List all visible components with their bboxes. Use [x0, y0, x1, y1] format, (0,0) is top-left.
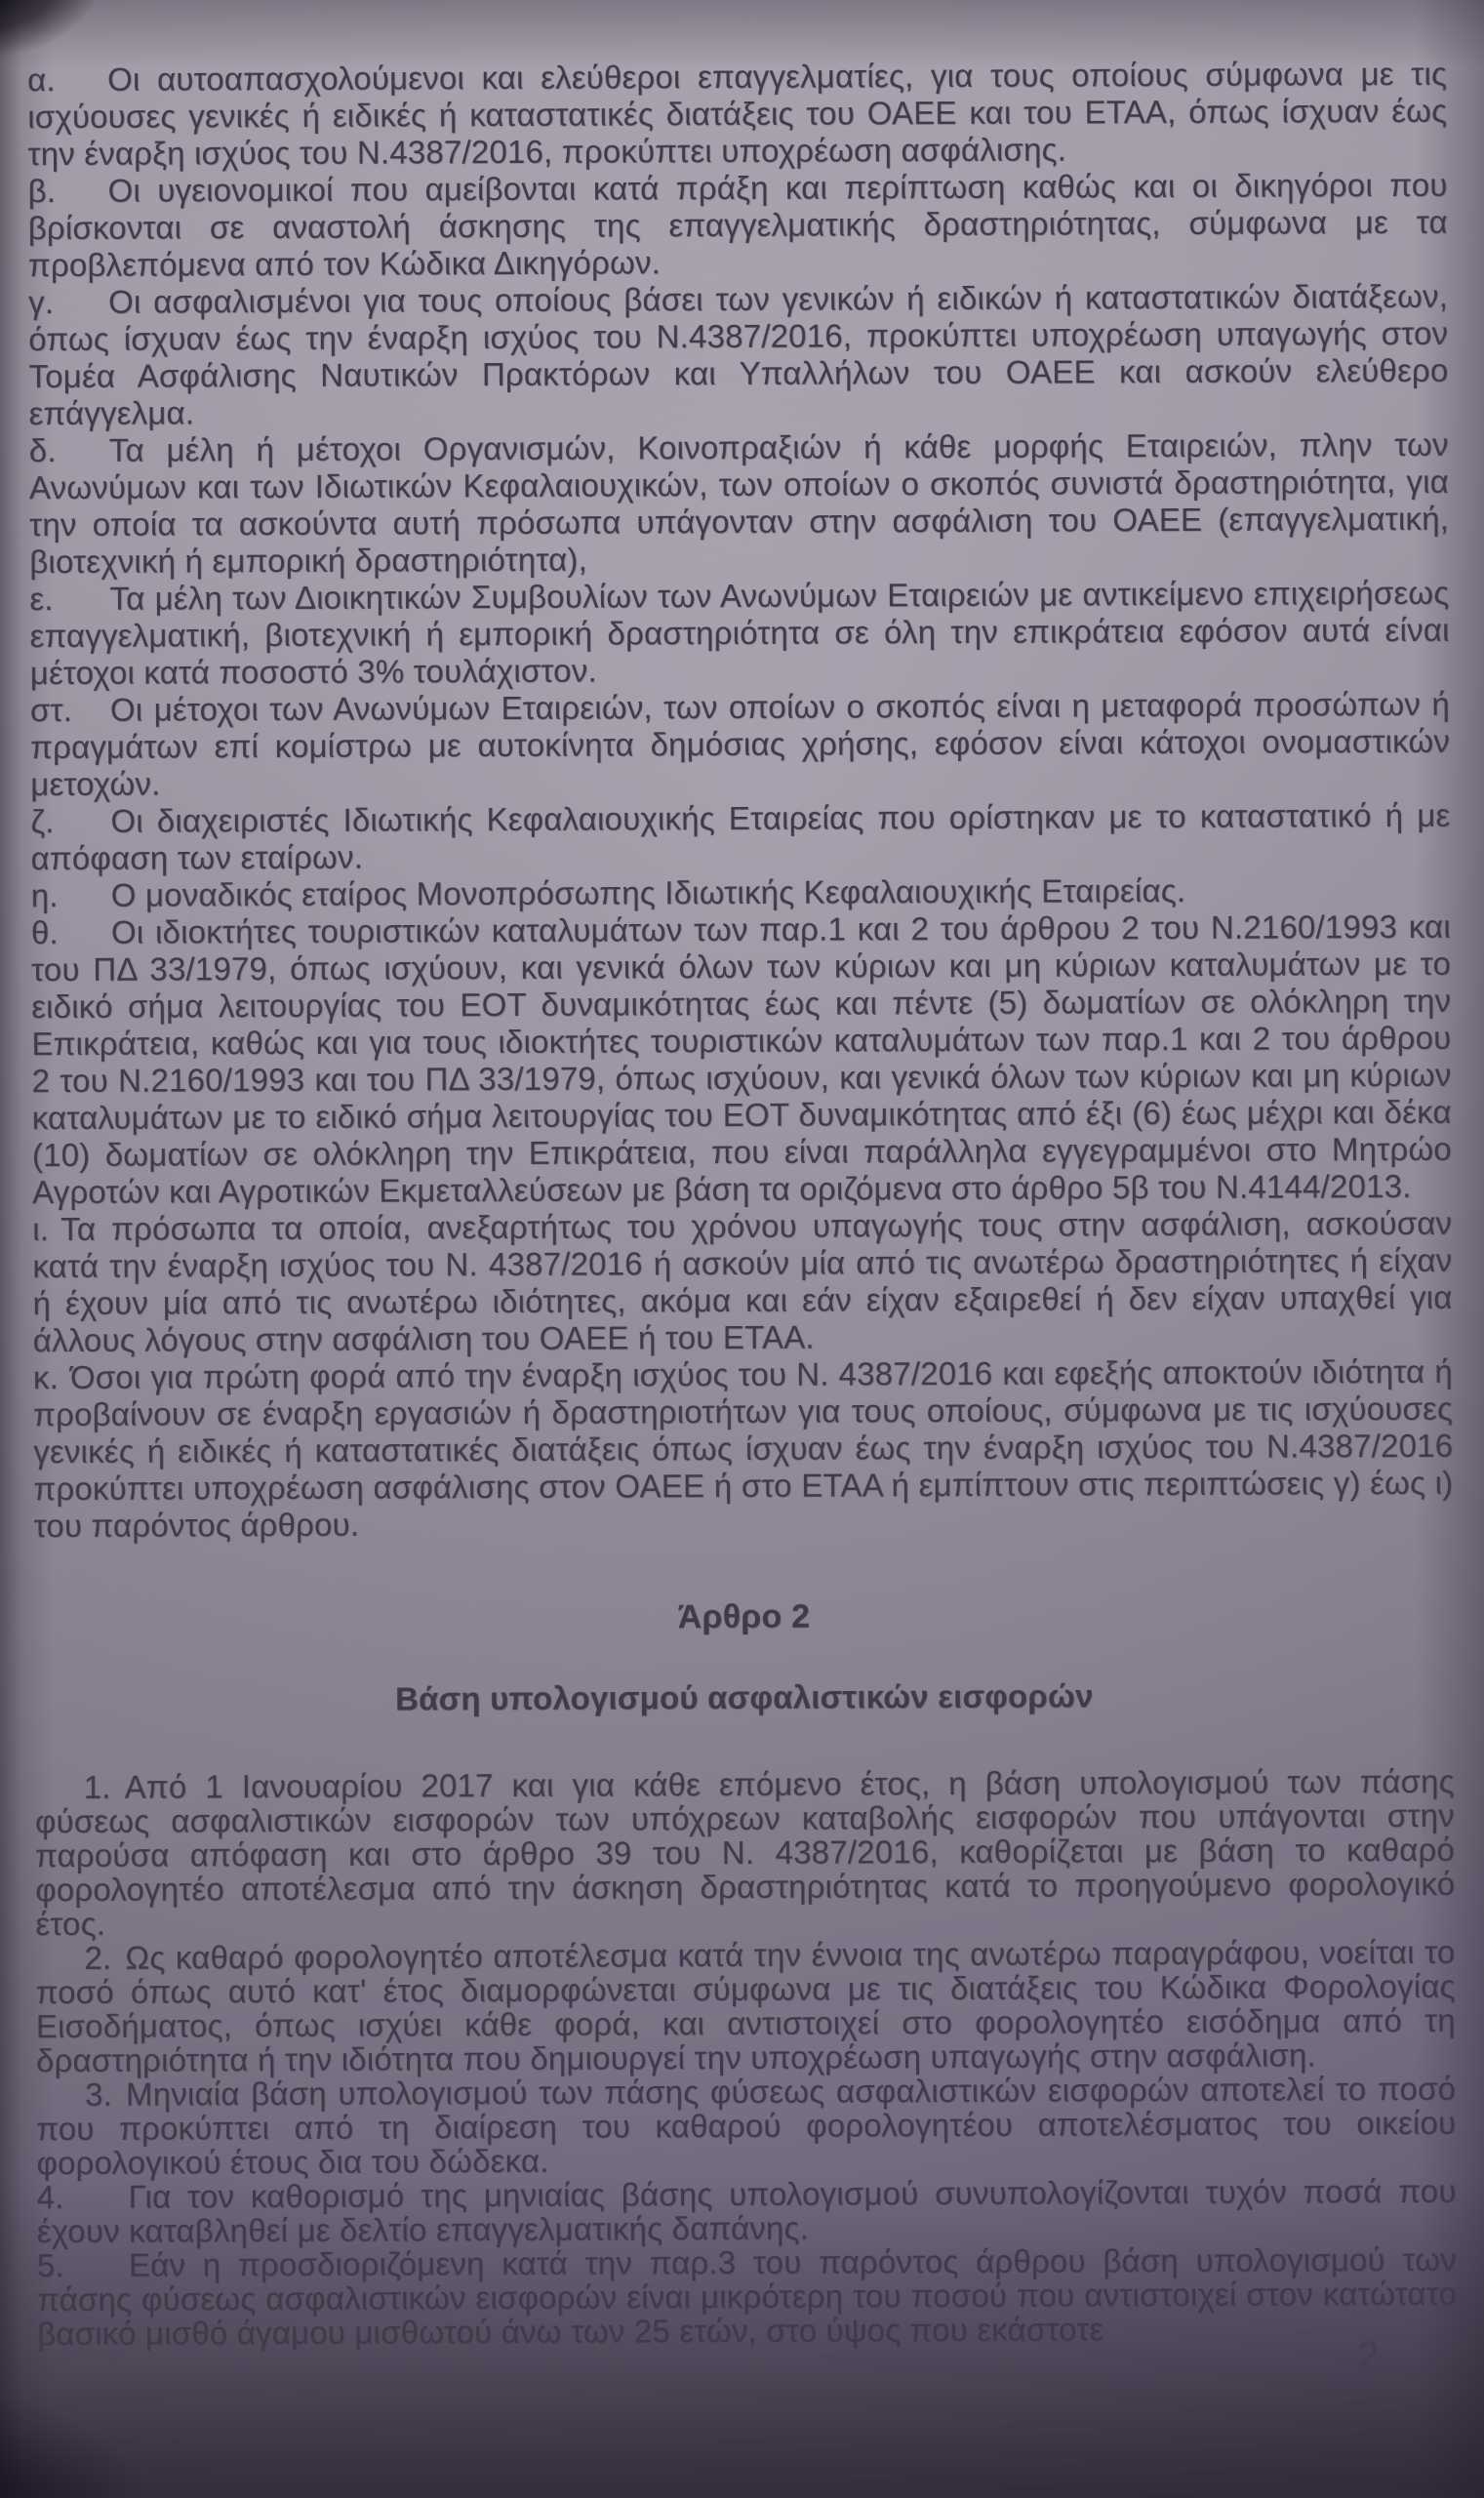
- paragraph-text: Τα μέλη των Διοικητικών Συμβουλίων των Ανωνύμων Εταιρειών με αντικείμενο επιχειρήσεως επαγγελματική, βιοτεχνική ή εμπορική δραστηριότητα σε όλη την επικράτεια εφόσον αυτά είναι μέτοχοι κατά ποσοστό 3% τουλάχιστον.: [29, 574, 1450, 692]
- paragraph-text: Οι διαχειριστές Ιδιωτικής Κεφαλαιουχικής Εταιρείας που ορίστηκαν με το καταστατικό ή με απόφαση των εταίρων.: [30, 796, 1451, 877]
- paragraph-label: ζ.: [30, 803, 55, 840]
- article-paragraph-1: [35, 1764, 1456, 1941]
- paragraph-label: 4.: [36, 2179, 64, 2216]
- paragraph-text: Τα πρόσωπα τα οποία, ανεξαρτήτως του χρόνου υπαγωγής τους στην ασφάλιση, ασκούσαν κατά την έναρξη ισχύος του Ν. 4387/2016 ή ασκούν μία από τις ανωτέρω δραστηριότητες ή είχαν ή έχουν μία από τις ανωτέρω ιδιότητες, ακόμα και εάν είχαν εξαιρεθεί ή δεν είχαν υπαχθεί για άλλους λόγους στην ασφάλιση του ΟΑΕΕ ή του ΕΤΑΑ.: [32, 1204, 1453, 1359]
- paragraph-text: Οι ασφαλισμένοι για τους οποίους βάσει των γενικών ή ειδικών ή καταστατικών διατάξεων, όπως ίσχυαν έως την έναρξη ισχύος του Ν.4387/2016, προκύπτει υποχρέωση υπαγωγής στον Τομέα Ασφάλισης Ναυτικών Πρακτόρων και Υπαλλήλων του ΟΑΕΕ και ασκούν ελεύθερο επάγγελμα.: [28, 277, 1449, 432]
- paragraph-label: α.: [27, 61, 56, 99]
- list-item-η: [31, 871, 1451, 914]
- paragraph-text: Ο μοναδικός εταίρος Μονοπρόσωπης Ιδιωτικής Κεφαλαιουχικής Εταιρείας.: [110, 872, 1186, 913]
- paragraph-text: Οι μέτοχοι των Ανωνύμων Εταιρειών, των οποίων ο σκοπός είναι η μεταφορά προσώπων ή πραγμάτων επί κομίστρω με αυτοκίνητα δημόσιας χρήσης, εφόσον είναι κάτοχοι ονομαστικών μετοχών.: [29, 685, 1451, 803]
- list-item-β: [28, 167, 1448, 284]
- paragraph-text: Από 1 Ιανουαρίου 2017 και για κάθε επόμενο έτος, η βάση υπολογισμού των πάσης φύσεως ασφαλιστικών εισφορών των υπόχρεων καταβολής εισφορών που υπάγονται στην παρούσα απόφαση και στο άρθρο 39 του Ν. 4387/2016, καθορίζεται με βάση το καθαρό φορολογητέο αποτέλεσμα από την άσκηση δραστηριότητας κατά το προηγούμενο φορολογικό έτος.: [34, 1762, 1456, 1943]
- paragraph-label: 5.: [36, 2247, 64, 2284]
- paragraph-text: Για τον καθορισμό της μηνιαίας βάσης υπολογισμού συνυπολογίζονται τυχόν ποσά που έχουν καταβληθεί με δελτίο επαγγελματικής δαπάνης.: [36, 2172, 1457, 2250]
- article-paragraph-2: [35, 1935, 1456, 2077]
- paragraph-label: κ.: [32, 1359, 60, 1396]
- list-item-δ: [29, 426, 1450, 581]
- paragraph-text: Τα μέλη ή μέτοχοι Οργανισμών, Κοινοπραξιών ή κάθε μορφής Εταιρειών, πλην των Ανωνύμων και των Ιδιωτικών Κεφαλαιουχικών, των οποίων ο σκοπός συνιστά δραστηριότητα, για την οποία τα ασκούντα αυτή πρόσωπα υπάγονταν στην ασφάλιση του ΟΑΕΕ (επαγγελματική, βιοτεχνική ή εμπορική δραστηριότητα),: [28, 425, 1450, 581]
- article-paragraph-5: [37, 2242, 1457, 2351]
- paragraph-text: Οι υγειονομικοί που αμείβονται κατά πράξη και περίπτωση καθώς και οι δικηγόροι που βρίσκονται σε αναστολή άσκησης της επαγγελματικής δραστηριότητας, σύμφωνα με τα προβλεπόμενα από τον Κώδικα Δικηγόρων.: [27, 166, 1448, 284]
- paragraph-text: Όσοι για πρώτη φορά από την έναρξη ισχύος του Ν. 4387/2016 και εφεξής αποκτούν ιδιότητα ή προβαίνουν σε έναρξη εργασιών ή δραστηριοτήτων για τους οποίους, σύμφωνα με τις ισχύουσες γενικές ή ειδικές ή καταστατικές διατάξεις όπως ίσχυαν έως την έναρξη ισχύος του Ν.4387/2016 προκύπτει υποχρέωση ασφάλισης στον ΟΑΕΕ ή στο ΕΤΑΑ ή εμπίπτουν στις περιπτώσεις γ) έως ι) του παρόντος άρθρου.: [32, 1352, 1454, 1545]
- paragraph-text: Μηνιαία βάση υπολογισμού των πάσης φύσεως ασφαλιστικών εισφορών αποτελεί το ποσό που προκύπτει από τη διαίρεση του καθαρού φορολογητέου αποτελέσματος του οικείου φορολογικού έτους δια του δώδεκα.: [36, 2070, 1457, 2182]
- article-2-body: [35, 1764, 1458, 2351]
- paragraph-label: β.: [27, 173, 57, 210]
- list-item-θ: [31, 908, 1452, 1211]
- paragraph-label: ε.: [29, 581, 54, 618]
- paragraph-label: 3.: [85, 2075, 113, 2113]
- paragraph-label: ι.: [32, 1211, 50, 1248]
- paragraph-text: Ως καθαρό φορολογητέο αποτέλεσμα κατά την έννοια της ανωτέρω παραγράφου, νοείται το ποσό όπως αυτό κατ' έτος διαμορφώνεται σύμφωνα με τις διατάξεις του Κώδικα Φορολογίας Εισοδήματος, όπως ισχύει κάθε φορά, και αντιστοιχεί στο φορολογητέο εισόδημα από τη δραστηριότητα ή την ιδιότητα που δημιουργεί την υποχρέωση υπαγωγής στην ασφάλιση.: [35, 1933, 1456, 2079]
- list-item-α: [27, 56, 1447, 173]
- list-item-στ: [30, 686, 1450, 803]
- paragraph-label: θ.: [30, 914, 59, 951]
- paragraph-label: 2.: [84, 1939, 112, 1976]
- list-item-γ: [28, 278, 1449, 432]
- paragraph-label: στ.: [29, 691, 73, 729]
- page-number: 2: [1356, 2334, 1379, 2377]
- paragraph-label: 1.: [83, 1768, 111, 1805]
- document-page-content: [27, 56, 1457, 2351]
- list-item-ε: [29, 575, 1449, 692]
- list-item-κ: [33, 1353, 1454, 1545]
- article-2-title: Άρθρο 2: [677, 1597, 811, 1636]
- list-item-ζ: [30, 797, 1450, 877]
- paragraph-label: γ.: [28, 284, 55, 321]
- paragraph-text: Εάν η προσδιοριζόμενη κατά την παρ.3 του παρόντος άρθρου βάση υπολογισμού των πάσης φύσεως ασφαλιστικών εισφορών είναι μικρότερη του ποσού που αντιστοιχεί στον κατώτατο βασικό μισθό άγαμου μισθωτού άνω των 25 ετών, στο ύψος που εκάστοτε: [36, 2240, 1458, 2353]
- paragraph-text: Οι ιδιοκτήτες τουριστικών καταλυμάτων των παρ.1 και 2 του άρθρου 2 του Ν.2160/1993 και του ΠΔ 33/1979, όπως ισχύουν, και γενικά όλων των κύριων και μη κύριων καταλυμάτων με το ειδικό σήμα λειτουργίας του ΕΟΤ δυναμικότητας έως και πέντε (5) δωματίων σε ολόκληρη την Επικράτεια, καθώς και για τους ιδιοκτήτες τουριστικών καταλυμάτων των παρ.1 και 2 του άρθρου 2 του Ν.2160/1993 και του ΠΔ 33/1979, όπως ισχύουν, και γενικά όλων των κύριων και μη κύριων καταλυμάτων με το ειδικό σήμα λειτουργίας του ΕΟΤ δυναμικότητας από έξι (6) έως μέχρι και δέκα (10) δωματίων σε ολόκληρη την Επικράτεια, που είναι παράλληλα εγγεγραμμένοι στο Μητρώο Αγροτών και Αγροτικών Εκμεταλλεύσεων με βάση τα οριζόμενα στο άρθρο 5β του Ν.4144/2013.: [30, 907, 1452, 1211]
- article-paragraph-3: [36, 2072, 1456, 2180]
- paragraph-label: δ.: [28, 432, 57, 469]
- paragraph-label: η.: [30, 877, 59, 914]
- list-item-ι: [32, 1205, 1453, 1359]
- article-paragraph-4: [36, 2174, 1456, 2248]
- case-list: [27, 56, 1454, 1545]
- article-2-subtitle: Βάση υπολογισμού ασφαλιστικών εισφορών: [394, 1677, 1094, 1717]
- paragraph-text: Οι αυτοαπασχολούμενοι και ελεύθεροι επαγγελματίες, για τους οποίους σύμφωνα με τις ισχύουσες γενικές ή ειδικές ή καταστατικές διατάξεις του ΟΑΕΕ και του ΕΤΑΑ, όπως ίσχυαν έως την έναρξη ισχύος του Ν.4387/2016, προκύπτει υποχρέωση ασφάλισης.: [27, 55, 1448, 173]
